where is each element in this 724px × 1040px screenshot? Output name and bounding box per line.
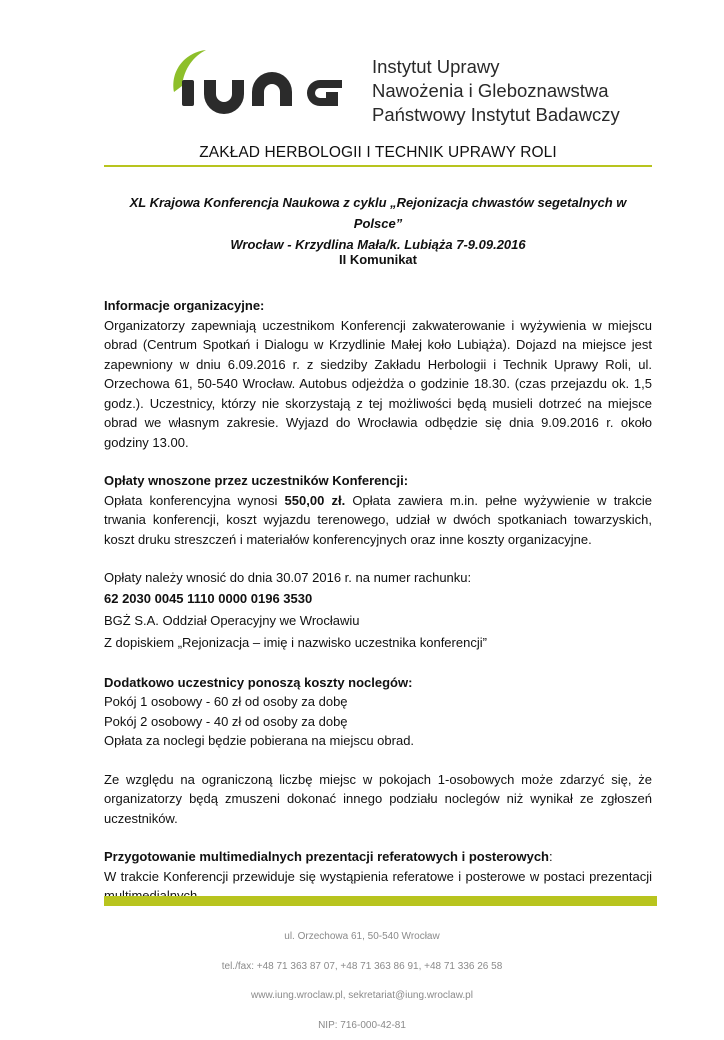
logo-letter-i xyxy=(182,80,194,106)
fees-amount: 550,00 zł. xyxy=(285,493,346,508)
institute-line-2: Nawożenia i Gleboznawstwa xyxy=(372,79,620,103)
iung-logo xyxy=(160,46,360,116)
presentations-heading: Przygotowanie multimedialnych prezentacji referatowych i posterowych xyxy=(104,849,549,864)
conference-title-line-1: XL Krajowa Konferencja Naukowa z cyklu „Rejonizacja chwastów segetalnych w Polsce” xyxy=(104,192,652,234)
fees-paragraph xyxy=(104,491,652,550)
logo-text: IUNG xyxy=(160,46,163,47)
conference-title-line-2: Wrocław - Krzydlina Mała/k. Lubiąża 7-9.09.2016 xyxy=(104,234,652,255)
lodging-heading: Dodatkowo uczestnicy ponoszą koszty noclegów: xyxy=(104,673,652,693)
fees-heading: Opłaty wnoszone przez uczestników Konferencji: xyxy=(104,471,652,491)
info-paragraph: Organizatorzy zapewniają uczestnikom Konferencji zakwaterowanie i wyżywienia w miejscu obrad (Centrum Spotkań i Dialogu w Krzydlinie Małej koło Lubiąża). Dojazd na miejsce jest zapewniony w dniu 6.09.2016 r. z siedziby Zakładu Herbologii i Technik Uprawy Roli, ul. Orzechowa 61, 50-540 Wrocław. Autobus odjeżdża o godzinie 18.30. (czas przejazdu ok. 1,5 godz.). Uczestnicy, którzy nie skorzystają z tej możliwości będą musieli dotrzeć na miejsce obrad we własnym zakresie. Wyjazd do Wrocławia odbędzie się dnia 9.09.2016 r. około godziny 13.00. xyxy=(104,316,652,453)
document-body xyxy=(104,296,652,906)
presentations-colon: : xyxy=(549,849,553,864)
info-heading: Informacje organizacyjne: xyxy=(104,296,652,316)
komunikat-heading: II Komunikat xyxy=(104,252,652,267)
lodging-item: Pokój 1 osobowy - 60 zł od osoby za dobę xyxy=(104,692,652,712)
fees-text-a: Opłata konferencyjna wynosi xyxy=(104,493,285,508)
payment-note: Z dopiskiem „Rejonizacja – imię i nazwisko uczestnika konferencji” xyxy=(104,632,652,654)
footer-nip: NIP: 716-000-42-81 xyxy=(0,1011,724,1040)
institute-name xyxy=(372,55,620,127)
lodging-item: Pokój 2 osobowy - 40 zł od osoby za dobę xyxy=(104,712,652,732)
department-title: ZAKŁAD HERBOLOGII I TECHNIK UPRAWY ROLI xyxy=(104,144,652,162)
logo-letter-g xyxy=(307,80,342,106)
lodging-item: Opłata za noclegi będzie pobierana na miejscu obrad. xyxy=(104,731,652,751)
account-number: 62 2030 0045 1110 0000 0196 3530 xyxy=(104,588,652,610)
conference-title xyxy=(104,192,652,255)
institute-line-3: Państwowy Instytut Badawczy xyxy=(372,103,620,127)
logo-letter-n xyxy=(252,72,292,106)
payment-deadline: Opłaty należy wnosić do dnia 30.07 2016 r. na numer rachunku: xyxy=(104,568,652,588)
presentations-paragraph: W trakcie Konferencji przewiduje się wystąpienia referatowe i posterowe w postaci prezentacji xyxy=(104,867,652,906)
footer xyxy=(0,922,724,1040)
lodging-note: Ze względu na ograniczoną liczbę miejsc w pokojach 1-osobowych może zdarzyć się, że organizatorzy będą zmuszeni dokonać innego podziału noclegów niż wynikał ze zgłoszeń uczestników. xyxy=(104,770,652,829)
footer-address: ul. Orzechowa 61, 50-540 Wrocław xyxy=(0,922,724,952)
footer-web: www.iung.wroclaw.pl, sekretariat@iung.wroclaw.pl xyxy=(0,981,724,1011)
footer-divider xyxy=(104,896,657,906)
header-divider xyxy=(104,165,652,167)
fees-text-b: Opłata zawiera m.in. pełne wyżywienie w trakcie trwania konferencji, koszt wyjazdu terenowego, udział w dwóch spotkaniach towarzyskich, koszt druku streszczeń i materiałów konferencyjnych oraz inne koszty organizacyjne. xyxy=(104,493,652,547)
footer-phone: tel./fax: +48 71 363 87 07, +48 71 363 86 91, +48 71 336 26 58 xyxy=(0,952,724,982)
institute-line-1: Instytut Uprawy xyxy=(372,55,620,79)
bank-name: BGŻ S.A. Oddział Operacyjny we Wrocławiu xyxy=(104,610,652,632)
presentations-heading-line xyxy=(104,847,652,867)
logo-letter-u xyxy=(204,80,244,114)
